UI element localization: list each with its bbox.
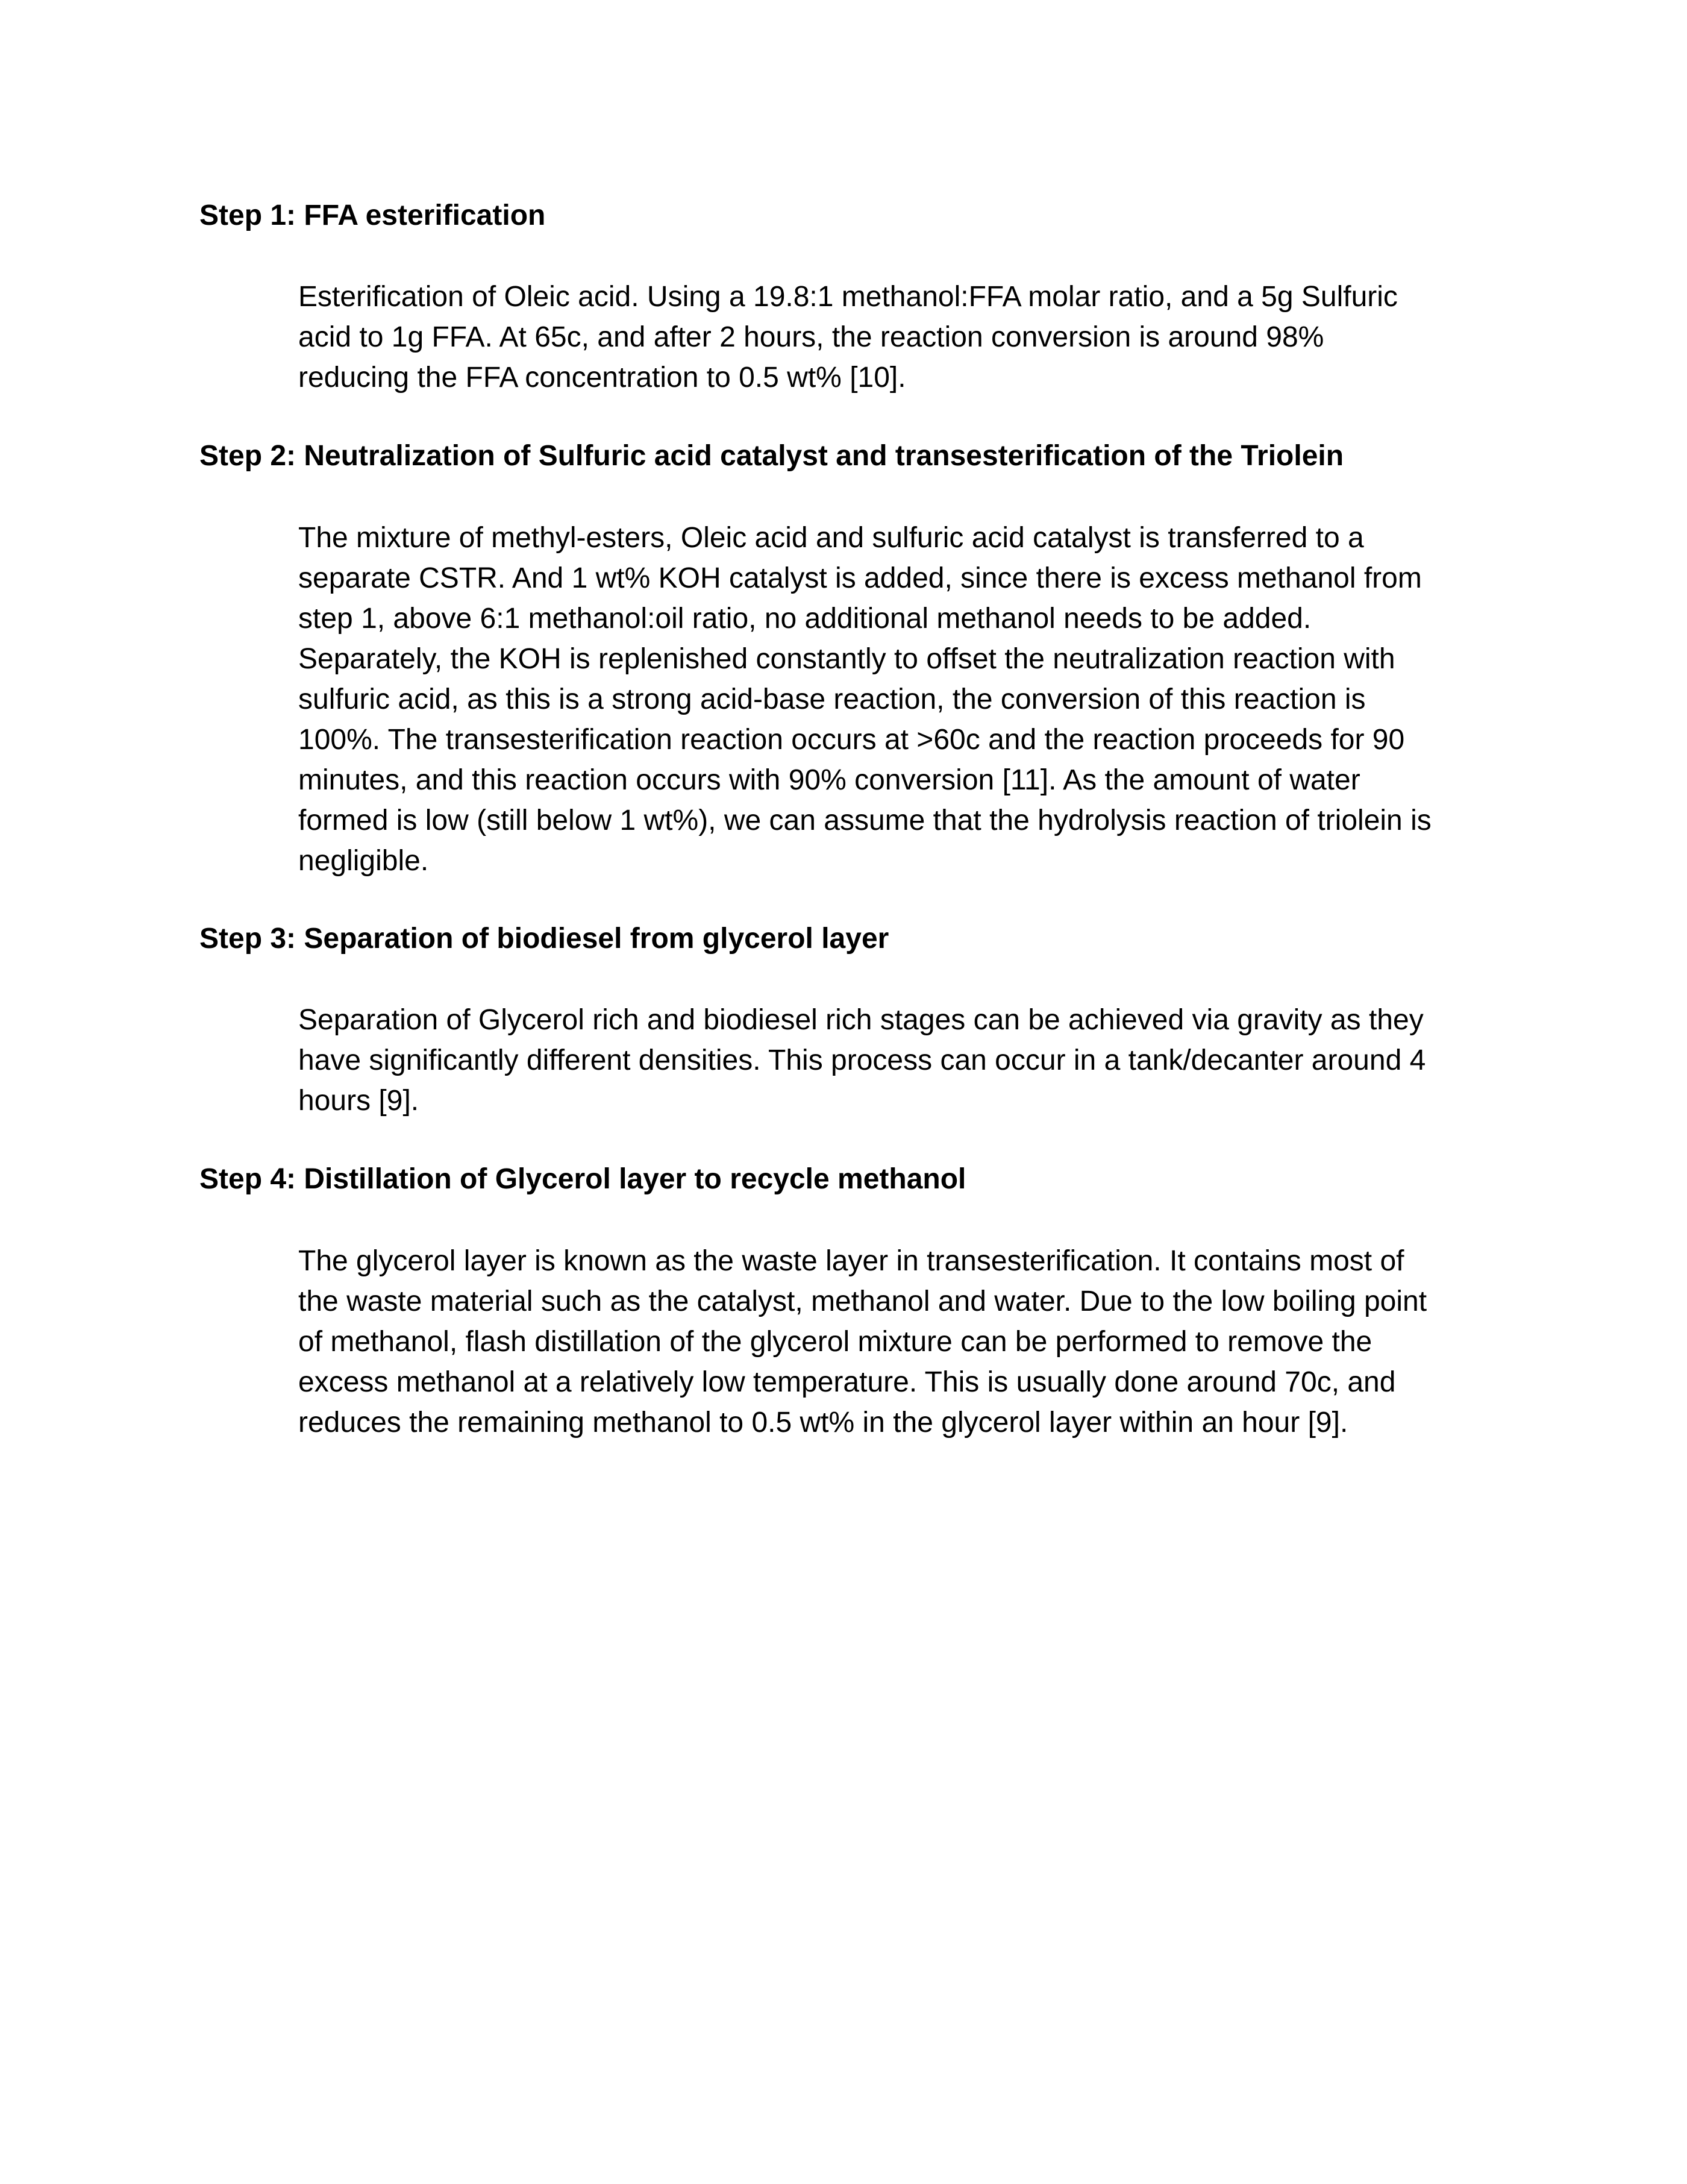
step-4-line: excess methanol at a relatively low temperature. This is usually done around 70c, and: [298, 1366, 1396, 1398]
step-2-line: step 1, above 6:1 methanol:oil ratio, no additional methanol needs to be added.: [298, 603, 1312, 635]
step-3-line: have significantly different densities. This process can occur in a tank/decanter around 4: [298, 1044, 1426, 1076]
step-2-line: sulfuric acid, as this is a strong acid-base reaction, the conversion of this reaction is: [298, 683, 1366, 715]
step-2-line: The mixture of methyl-esters, Oleic acid and sulfuric acid catalyst is transferred to a: [298, 522, 1364, 554]
step-1-line: acid to 1g FFA. At 65c, and after 2 hours, the reaction conversion is around 98%: [298, 321, 1324, 353]
step-2-line: separate CSTR. And 1 wt% KOH catalyst is added, since there is excess methanol from: [298, 562, 1422, 594]
step-3-line: Separation of Glycerol rich and biodiesel rich stages can be achieved via gravity as they: [298, 1004, 1424, 1036]
step-1-paragraph: [298, 277, 1509, 398]
step-4-line: reduces the remaining methanol to 0.5 wt% in the glycerol layer within an hour [9].: [298, 1407, 1348, 1439]
step-1-line: Esterification of Oleic acid. Using a 19.8:1 methanol:FFA molar ratio, and a 5g Sulfuric: [298, 281, 1398, 313]
step-2-line: negligible.: [298, 845, 429, 877]
step-4-heading: Step 4: Distillation of Glycerol layer to recycle methanol: [199, 1163, 966, 1195]
step-2-paragraph: [298, 518, 1509, 881]
step-2-heading: Step 2: Neutralization of Sulfuric acid catalyst and transesterification of the Triolein: [199, 440, 1344, 472]
step-4-paragraph: [298, 1241, 1509, 1443]
step-3-heading: Step 3: Separation of biodiesel from glycerol layer: [199, 923, 889, 955]
step-2-line: Separately, the KOH is replenished constantly to offset the neutralization reaction with: [298, 643, 1395, 675]
step-4-line: The glycerol layer is known as the waste layer in transesterification. It contains most of: [298, 1245, 1404, 1277]
step-3-line: hours [9].: [298, 1085, 419, 1117]
step-2-line: 100%. The transesterification reaction occurs at >60c and the reaction proceeds for 90: [298, 724, 1405, 756]
step-3-paragraph: [298, 1000, 1509, 1121]
step-2-line: minutes, and this reaction occurs with 90% conversion [11]. As the amount of water: [298, 764, 1360, 796]
step-1-heading: Step 1: FFA esterification: [199, 199, 546, 231]
step-1-line: reducing the FFA concentration to 0.5 wt% [10].: [298, 362, 906, 394]
step-4-line: the waste material such as the catalyst, methanol and water. Due to the low boiling point: [298, 1285, 1427, 1317]
step-2-line: formed is low (still below 1 wt%), we can assume that the hydrolysis reaction of triolein is: [298, 805, 1432, 836]
step-4-line: of methanol, flash distillation of the glycerol mixture can be performed to remove the: [298, 1326, 1372, 1358]
